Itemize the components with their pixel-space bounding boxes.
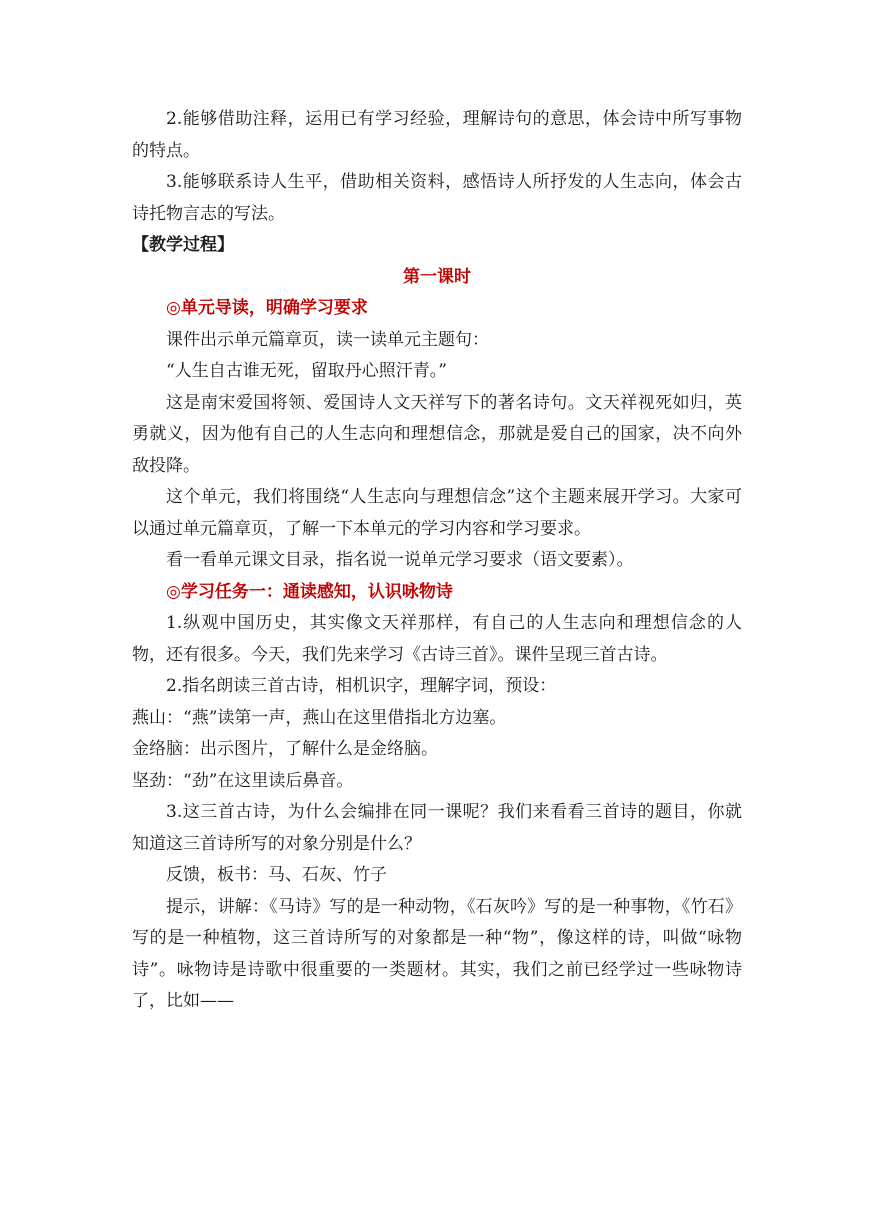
paragraph: 看一看单元课文目录，指名说一说单元学习要求（语文要素）。	[166, 550, 634, 570]
paragraph: 这是南宋爱国将领、爱国诗人文天祥写下的著名诗句。文天祥视死如归，英勇就义，因为他有自己的人生志向和理想信念，那就是爱自己的国家，决不向外敌投降。	[132, 392, 742, 476]
paragraph: 这个单元，我们将围绕“人生志向与理想信念”这个主题来展开学习。大家可以通过单元篇章页，了解一下本单元的学习内容和学习要求。	[132, 487, 742, 539]
quote-line: “人生自古谁无死，留取丹心照汗青。”	[166, 361, 447, 381]
section-title-unit-guide: ◎单元导读，明确学习要求	[166, 298, 368, 318]
teaching-process-heading: 【教学过程】	[132, 235, 234, 255]
paragraph: 课件出示单元篇章页，读一读单元主题句：	[166, 329, 489, 350]
paragraph: 3.这三首古诗，为什么会编排在同一课呢？我们来看看三首诗的题目，你就知道这三首诗所写的对象分别是什么？	[132, 802, 742, 854]
paragraph: 反馈，板书：马、石灰、竹子	[166, 865, 387, 885]
vocab-note: 金络脑：出示图片，了解什么是金络脑。	[132, 739, 438, 759]
paragraph: 1.纵观中国历史，其实像文天祥那样，有自己的人生志向和理想信念的人物，还有很多。今天，我们先来学习《古诗三首》。课件呈现三首古诗。	[132, 613, 742, 665]
objective-item-2: 2.能够借助注释，运用已有学习经验，理解诗句的意思，体会诗中所写事物的特点。	[132, 109, 742, 161]
lesson-title: 第一课时	[403, 266, 471, 287]
objective-item-3: 3.能够联系诗人生平，借助相关资料，感悟诗人所抒发的人生志向，体会古诗托物言志的写法。	[132, 172, 742, 224]
vocab-note: 坚劲：“劲”在这里读后鼻音。	[132, 770, 354, 791]
paragraph: 2.指名朗读三首古诗，相机识字，理解字词，预设：	[166, 676, 557, 696]
paragraph: 提示，讲解：《马诗》写的是一种动物，《石灰吟》写的是一种事物，《竹石》写的是一种植物，这三首诗所写的对象都是一种“物”，像这样的诗，叫做“咏物诗”。咏物诗是诗歌中很重要的一类题材。其实，我们之前已经学过一些咏物诗了，比如——	[132, 896, 742, 1011]
section-title-task-one: ◎学习任务一：通读感知，认识咏物诗	[166, 581, 453, 602]
lesson-plan-body	[132, 104, 742, 1018]
vocab-note: 燕山：“燕”读第一声，燕山在这里借指北方边塞。	[132, 707, 507, 728]
